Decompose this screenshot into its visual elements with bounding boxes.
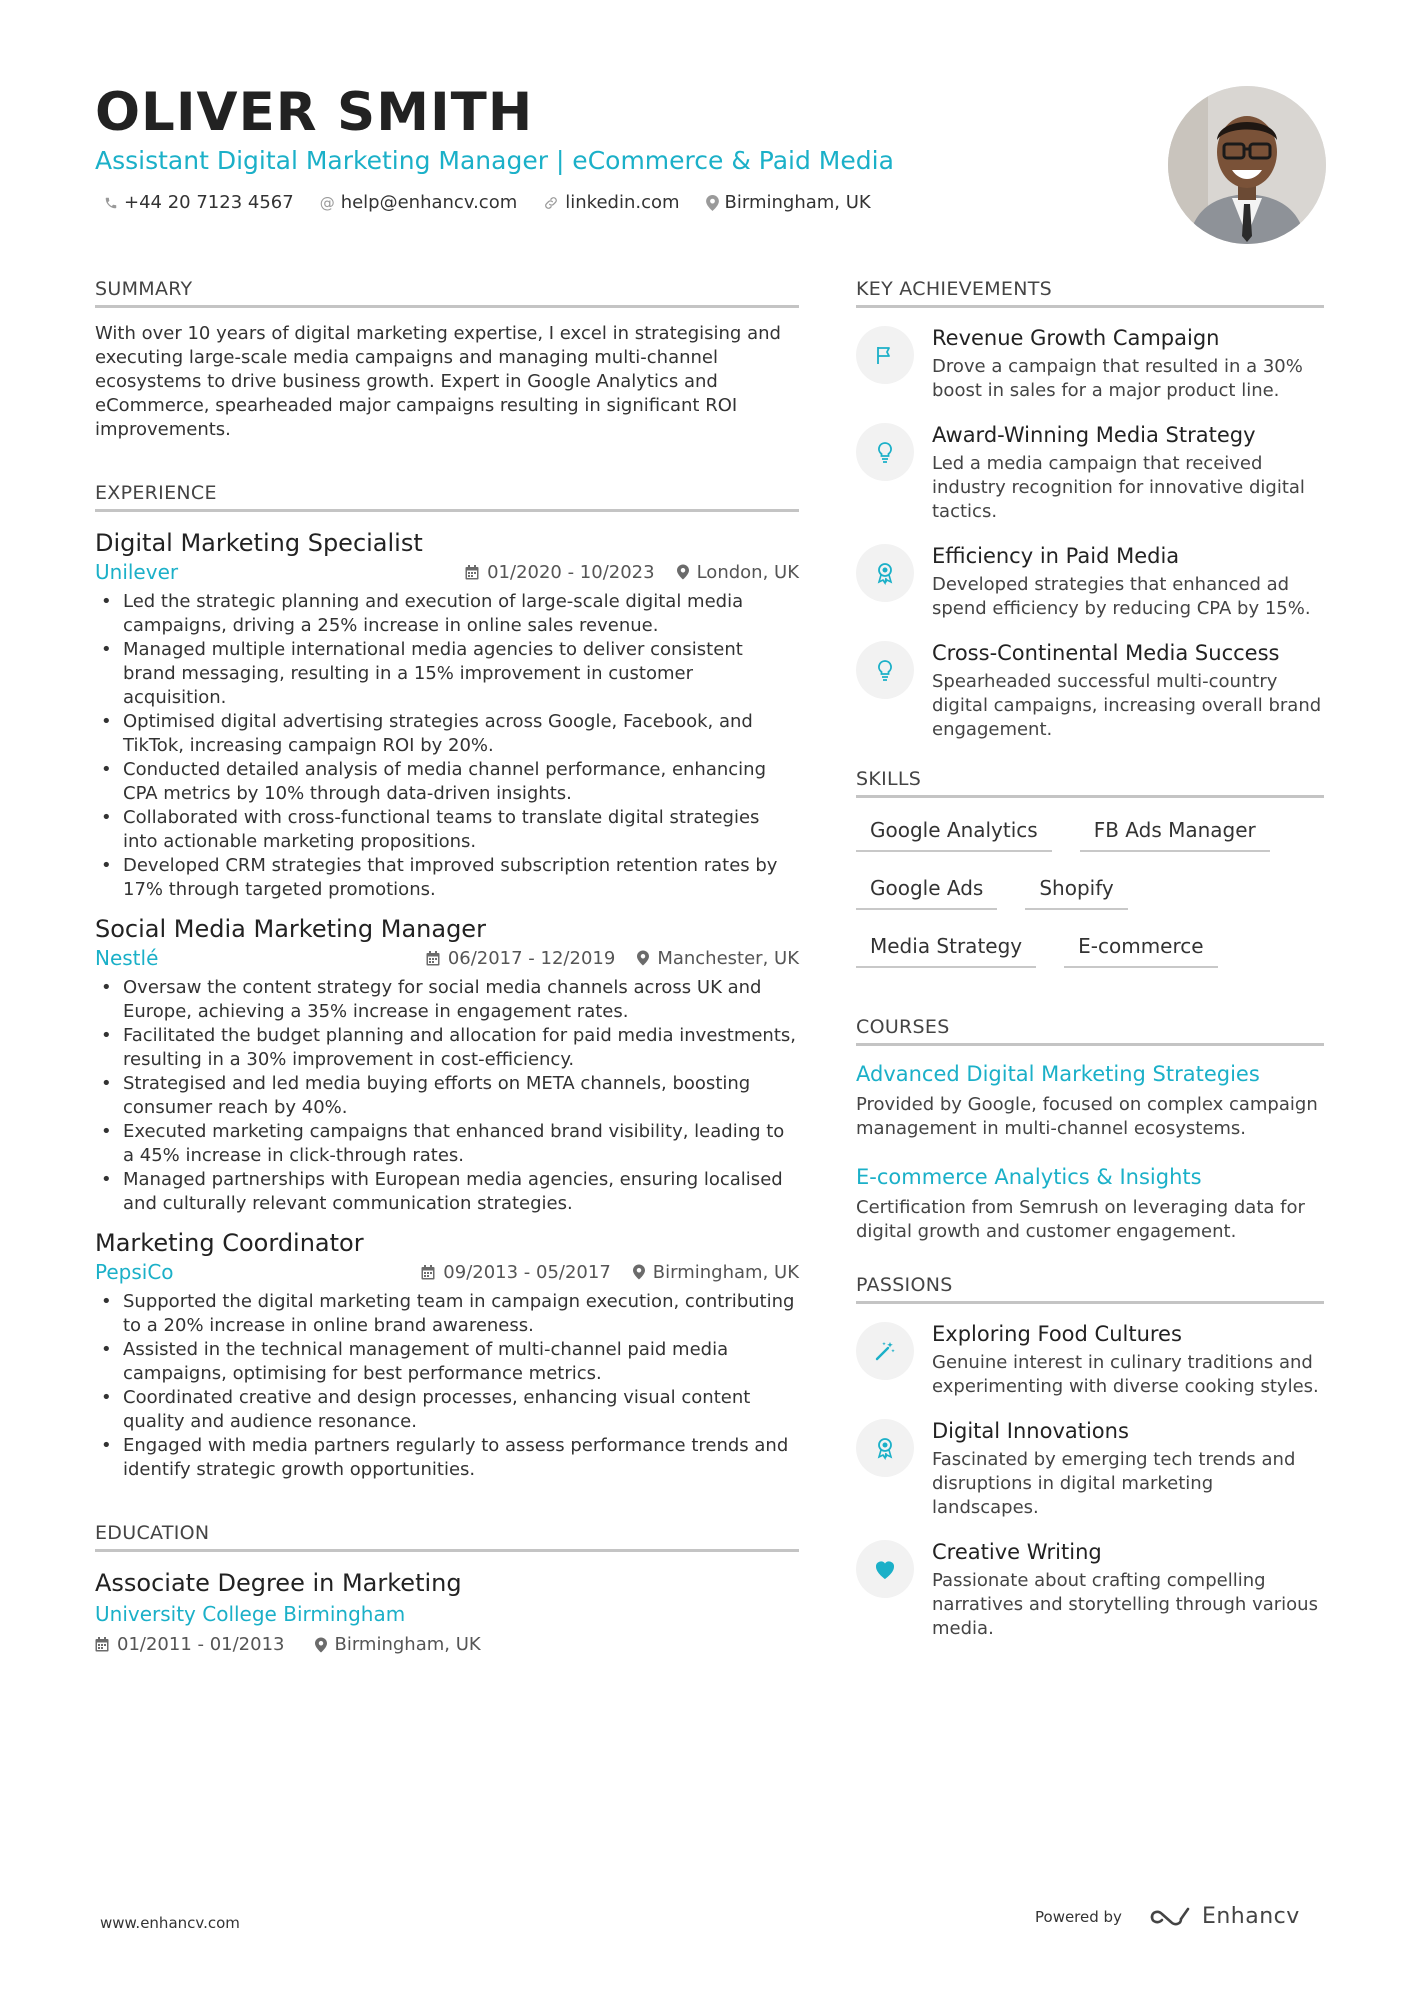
flag-icon <box>856 326 914 384</box>
skills-section <box>856 768 1324 968</box>
passion-title: Exploring Food Cultures <box>932 1322 1182 1346</box>
job-location <box>677 562 799 583</box>
education-section <box>95 1522 799 1655</box>
summary-heading: SUMMARY <box>95 278 799 308</box>
experience-section <box>95 482 799 1482</box>
calendar-icon <box>465 565 479 580</box>
job-dates <box>465 562 655 583</box>
bullet-item: • Coordinated creative and design processes, enhancing visual content quality and audience resonance. <box>95 1386 799 1434</box>
contact-linkedin-text: linkedin.com <box>565 192 680 213</box>
location-icon <box>633 1264 645 1280</box>
enhancv-logo[interactable] <box>1148 1904 1300 1929</box>
passion-item <box>856 1320 1324 1399</box>
bullet-item: • Oversaw the content strategy for social media channels across UK and Europe, achieving a 35% increase in engagement rates. <box>95 976 799 1024</box>
courses-heading: COURSES <box>856 1016 1324 1046</box>
education-location-text: Birmingham, UK <box>334 1634 481 1655</box>
achievement-desc: Spearheaded successful multi-country digital campaigns, increasing overall brand engagement. <box>932 671 1322 740</box>
education-location <box>315 1634 481 1655</box>
lightbulb-icon <box>856 423 914 481</box>
skill-tag: E-commerce <box>1064 926 1217 968</box>
company-name: Nestlé <box>95 946 159 970</box>
job-dates-text: 01/2020 - 10/2023 <box>487 561 655 583</box>
achievement-item <box>856 639 1324 742</box>
profile-photo <box>1168 86 1326 244</box>
location-icon <box>637 950 649 966</box>
bullet-item: • Optimised digital advertising strategies across Google, Facebook, and TikTok, increasing campaign ROI by 20%. <box>95 710 799 758</box>
job-dates <box>421 1262 611 1283</box>
education-dates-text: 01/2011 - 01/2013 <box>117 1634 285 1655</box>
contact-email-text: help@enhancv.com <box>340 192 518 213</box>
course-desc: Certification from Semrush on leveraging data for digital growth and customer engagement. <box>856 1197 1305 1242</box>
contact-phone[interactable] <box>104 192 294 213</box>
award-icon <box>856 1419 914 1477</box>
passion-desc: Passionate about crafting compelling narratives and storytelling through various media. <box>932 1570 1318 1639</box>
right-column <box>856 278 1324 1659</box>
location-icon <box>706 195 719 211</box>
course-item <box>856 1060 1324 1141</box>
job-entry <box>95 914 799 1216</box>
achievement-title: Efficiency in Paid Media <box>932 544 1180 568</box>
footer-website[interactable]: www.enhancv.com <box>100 1914 240 1932</box>
achievement-item <box>856 421 1324 524</box>
location-icon <box>315 1637 327 1653</box>
achievement-desc: Drove a campaign that resulted in a 30% boost in sales for a major product line. <box>932 356 1303 401</box>
footer-branding <box>1035 1904 1300 1929</box>
bullet-item: • Facilitated the budget planning and allocation for paid media investments, resulting in a 30% improvement in cost-efficiency. <box>95 1024 799 1072</box>
course-title[interactable]: E-commerce Analytics & Insights <box>856 1165 1202 1189</box>
education-dates <box>95 1634 285 1655</box>
bullet-item: • Led the strategic planning and execution of large-scale digital media campaigns, driving a 25% increase in online sales revenue. <box>95 590 799 638</box>
achievement-desc: Developed strategies that enhanced ad spend efficiency by reducing CPA by 15%. <box>932 574 1311 619</box>
job-bullets <box>95 590 799 902</box>
calendar-icon <box>426 951 440 966</box>
contact-location <box>706 192 871 213</box>
location-icon <box>677 564 689 580</box>
skill-tag: FB Ads Manager <box>1080 810 1270 852</box>
achievement-title: Award-Winning Media Strategy <box>932 423 1256 447</box>
bullet-item: • Managed partnerships with European media agencies, ensuring localised and culturally relevant communication strategies. <box>95 1168 799 1216</box>
job-location <box>637 948 799 969</box>
summary-text: With over 10 years of digital marketing expertise, I excel in strategising and executing large-scale media campaigns and managing multi-channel ecosystems to drive business growth. Expert in Google Analytics and eCommerce, spearheaded major campaigns resulting in significant ROI improvements. <box>95 323 781 440</box>
bullet-item: • Conducted detailed analysis of media channel performance, enhancing CPA metrics by 10% through data-driven insights. <box>95 758 799 806</box>
at-icon: @ <box>319 193 335 212</box>
bullet-item: • Developed CRM strategies that improved subscription retention rates by 17% through targeted promotions. <box>95 854 799 902</box>
summary-section <box>95 278 799 442</box>
lightbulb-icon <box>856 641 914 699</box>
contact-linkedin[interactable] <box>543 192 679 213</box>
job-dates-text: 06/2017 - 12/2019 <box>447 947 616 969</box>
job-entry <box>95 1228 799 1482</box>
powered-by-label: Powered by <box>1035 1907 1122 1926</box>
skill-tag: Google Ads <box>856 868 997 910</box>
link-icon <box>543 195 559 211</box>
brand-name: Enhancv <box>1201 1904 1300 1929</box>
skill-tag: Shopify <box>1025 868 1127 910</box>
achievements-heading: KEY ACHIEVEMENTS <box>856 278 1324 308</box>
school-name: University College Birmingham <box>95 1602 406 1626</box>
achievement-item <box>856 542 1324 621</box>
passion-item <box>856 1417 1324 1520</box>
passion-title: Creative Writing <box>932 1540 1102 1564</box>
achievements-section <box>856 278 1324 742</box>
job-title: Social Media Marketing Manager <box>95 915 486 943</box>
job-location-text: London, UK <box>696 561 799 583</box>
experience-heading: EXPERIENCE <box>95 482 799 512</box>
left-column <box>95 278 799 1655</box>
achievement-item <box>856 324 1324 403</box>
passions-heading: PASSIONS <box>856 1274 1324 1304</box>
passion-title: Digital Innovations <box>932 1419 1129 1443</box>
bullet-item: • Assisted in the technical management of multi-channel paid media campaigns, optimising for best performance metrics. <box>95 1338 799 1386</box>
passion-desc: Genuine interest in culinary traditions and experimenting with diverse cooking styles. <box>932 1352 1319 1397</box>
achievement-title: Revenue Growth Campaign <box>932 326 1220 350</box>
job-entry <box>95 528 799 902</box>
candidate-title: Assistant Digital Marketing Manager | eCommerce & Paid Media <box>95 146 894 175</box>
bullet-item: • Engaged with media partners regularly to assess performance trends and identify strategic growth opportunities. <box>95 1434 799 1482</box>
achievement-desc: Led a media campaign that received industry recognition for innovative digital tactics. <box>932 453 1305 522</box>
passion-item <box>856 1538 1324 1641</box>
job-bullets <box>95 976 799 1216</box>
candidate-name: OLIVER SMITH <box>95 82 534 143</box>
contact-email[interactable] <box>320 192 518 213</box>
achievement-title: Cross-Continental Media Success <box>932 641 1280 665</box>
contact-phone-text: +44 20 7123 4567 <box>124 192 294 213</box>
education-heading: EDUCATION <box>95 1522 799 1552</box>
company-name: Unilever <box>95 560 179 584</box>
passion-desc: Fascinated by emerging tech trends and disruptions in digital marketing landscapes. <box>932 1449 1296 1518</box>
job-location <box>633 1262 799 1283</box>
job-location-text: Birmingham, UK <box>652 1261 799 1283</box>
company-name: PepsiCo <box>95 1260 174 1284</box>
heart-icon <box>856 1540 914 1598</box>
passions-section <box>856 1274 1324 1641</box>
skills-heading: SKILLS <box>856 768 1324 798</box>
award-icon <box>856 544 914 602</box>
course-title[interactable]: Advanced Digital Marketing Strategies <box>856 1062 1260 1086</box>
phone-icon <box>104 196 118 210</box>
contact-location-text: Birmingham, UK <box>724 192 871 213</box>
job-title: Marketing Coordinator <box>95 1229 364 1257</box>
magic-wand-icon <box>856 1322 914 1380</box>
contact-bar <box>104 192 871 213</box>
skill-tag: Media Strategy <box>856 926 1036 968</box>
bullet-item: • Collaborated with cross-functional teams to translate digital strategies into actionable marketing propositions. <box>95 806 799 854</box>
job-dates-text: 09/2013 - 05/2017 <box>443 1261 611 1283</box>
bullet-item: • Executed marketing campaigns that enhanced brand visibility, leading to a 45% increase in click-through rates. <box>95 1120 799 1168</box>
degree-title: Associate Degree in Marketing <box>95 1569 462 1597</box>
bullet-item: • Strategised and led media buying efforts on META channels, boosting consumer reach by 40%. <box>95 1072 799 1120</box>
calendar-icon <box>95 1637 109 1652</box>
job-title: Digital Marketing Specialist <box>95 529 423 557</box>
job-location-text: Manchester, UK <box>657 947 799 969</box>
job-bullets <box>95 1290 799 1482</box>
calendar-icon <box>421 1265 435 1280</box>
bullet-item: • Supported the digital marketing team in campaign execution, contributing to a 20% increase in online brand awareness. <box>95 1290 799 1338</box>
course-desc: Provided by Google, focused on complex campaign management in multi-channel ecosystems. <box>856 1094 1318 1139</box>
courses-section <box>856 1016 1324 1244</box>
enhancv-logo-icon <box>1148 1905 1194 1929</box>
skill-tag: Google Analytics <box>856 810 1052 852</box>
course-item <box>856 1163 1324 1244</box>
bullet-item: • Managed multiple international media agencies to deliver consistent brand messaging, resulting in a 15% improvement in customer acquisition. <box>95 638 799 710</box>
job-dates <box>426 948 616 969</box>
